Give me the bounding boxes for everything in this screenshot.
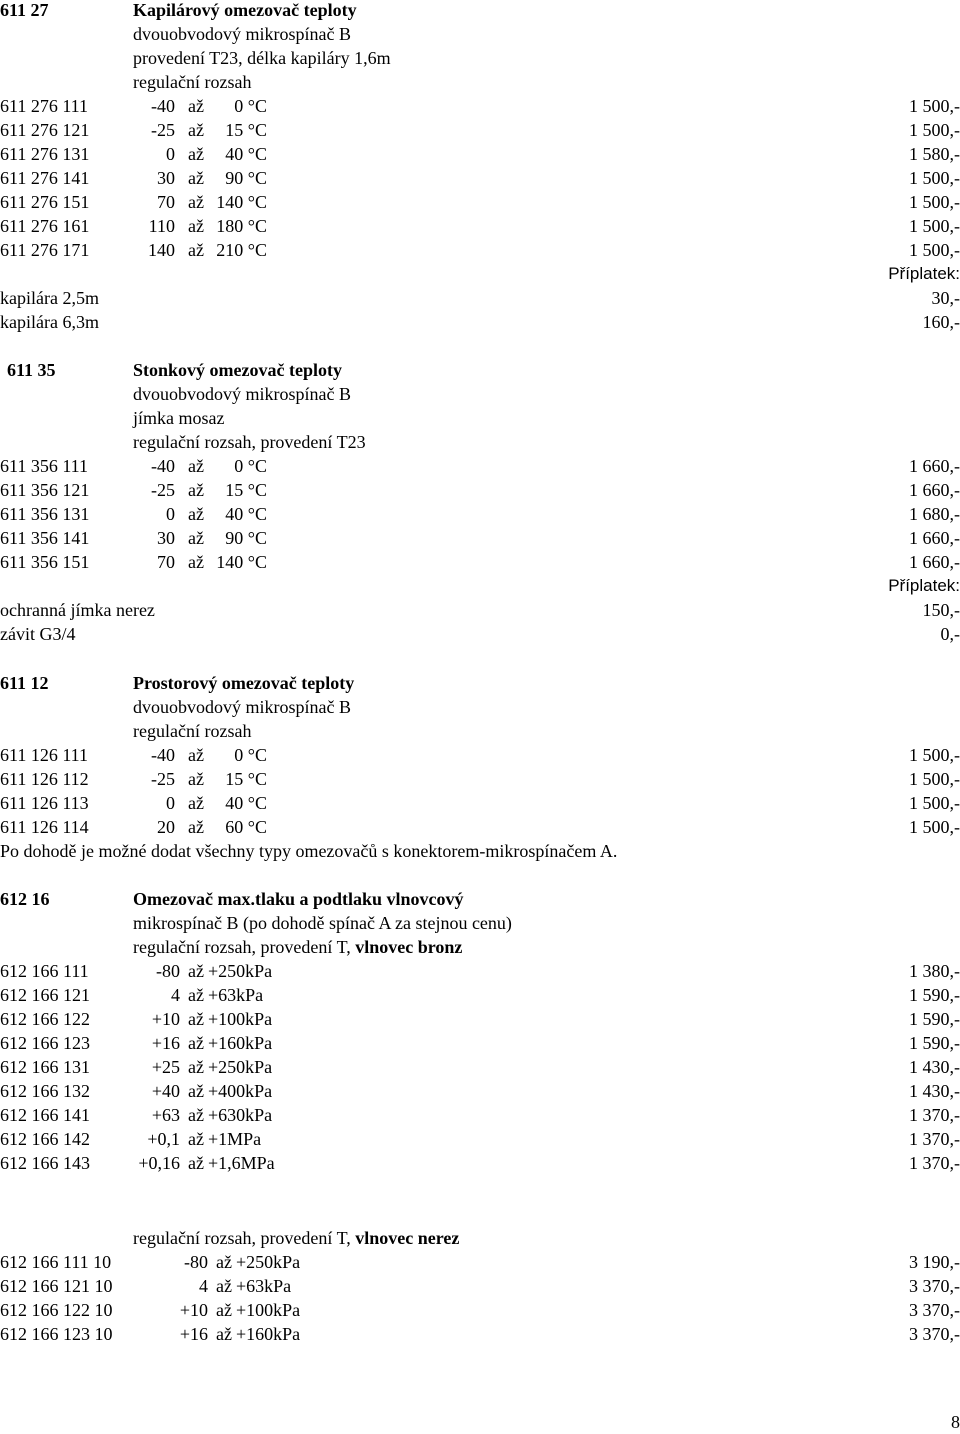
subtitle-text: dvouobvodový mikrospínač B (133, 24, 351, 44)
range-separator: až (188, 769, 204, 789)
product-code: 612 166 132 (0, 1081, 90, 1101)
range-to: +63kPa (236, 1276, 292, 1296)
range-to: 15 °C (225, 769, 267, 789)
product-code: 611 276 111 (0, 96, 88, 116)
section-title: Prostorový omezovač teploty (133, 673, 355, 693)
subtitle-material: vlnovec nerez (355, 1228, 460, 1248)
product-code: 612 166 123 (0, 1033, 90, 1053)
table-row (0, 1274, 960, 1298)
table-row (0, 478, 960, 502)
table-row (0, 166, 960, 190)
range-from: -40 (151, 96, 175, 116)
range-separator: až (188, 793, 204, 813)
range-to: +160kPa (208, 1033, 273, 1053)
section-subtitle (0, 935, 960, 959)
table-row (0, 142, 960, 166)
product-code: 611 276 161 (0, 216, 90, 236)
price: 1 500,- (909, 793, 960, 813)
table-row (0, 1250, 960, 1274)
surcharge-heading (0, 262, 960, 286)
table-row (0, 1322, 960, 1346)
product-code: 612 166 123 10 (0, 1324, 113, 1344)
range-from: -40 (151, 456, 175, 476)
product-code: 612 166 121 10 (0, 1276, 113, 1296)
range-separator: až (188, 96, 204, 116)
product-code: 611 276 171 (0, 240, 90, 260)
range-to: 140 °C (216, 552, 267, 572)
subtitle-text: regulační rozsah (133, 721, 252, 741)
range-from: +0,1 (147, 1129, 180, 1149)
range-from: +25 (151, 1057, 180, 1077)
price: 3 370,- (909, 1276, 960, 1296)
product-code: 611 356 141 (0, 528, 90, 548)
price: 3 190,- (909, 1252, 960, 1272)
range-from: 140 (148, 240, 175, 260)
range-to: 40 °C (225, 144, 267, 164)
price: 1 500,- (909, 240, 960, 260)
table-row (0, 1007, 960, 1031)
product-code: 612 166 121 (0, 985, 90, 1005)
range-separator: až (188, 552, 204, 572)
surcharge-row (0, 598, 960, 622)
note-text: Po dohodě je možné dodat všechny typy omezovačů s konektorem-mikrospínačem A. (0, 841, 618, 861)
table-row (0, 1055, 960, 1079)
price: 1 430,- (909, 1081, 960, 1101)
section-subtitle (0, 695, 960, 719)
range-separator: až (188, 216, 204, 236)
price: 1 370,- (909, 1153, 960, 1173)
table-row (0, 1151, 960, 1175)
range-separator: až (188, 817, 204, 837)
surcharge-item-label: závit G3/4 (0, 624, 76, 644)
product-code: 611 356 121 (0, 480, 90, 500)
range-separator: až (188, 192, 204, 212)
price: 1 500,- (909, 216, 960, 236)
range-separator: až (188, 1153, 204, 1173)
range-separator: až (188, 745, 204, 765)
range-to: 90 °C (225, 168, 267, 188)
price: 1 500,- (909, 120, 960, 140)
range-separator: až (188, 961, 204, 981)
product-code: 611 356 131 (0, 504, 90, 524)
range-to: +160kPa (236, 1324, 301, 1344)
range-from: 4 (199, 1276, 208, 1296)
section-subtitle (0, 70, 960, 94)
range-separator: až (188, 120, 204, 140)
section-header (0, 358, 960, 382)
surcharge-item-price: 30,- (931, 288, 960, 308)
table-row (0, 767, 960, 791)
range-to: +630kPa (208, 1105, 273, 1125)
range-separator: až (188, 504, 204, 524)
range-from: +10 (179, 1300, 208, 1320)
product-code: 612 166 131 (0, 1057, 90, 1077)
range-separator: až (188, 168, 204, 188)
table-row (0, 1079, 960, 1103)
surcharge-item-price: 0,- (940, 624, 960, 644)
range-from: +16 (179, 1324, 208, 1344)
subtitle-text: jímka mosaz (133, 408, 225, 428)
range-to: 0 °C (234, 96, 267, 116)
range-to: 40 °C (225, 793, 267, 813)
subtitle-prefix: regulační rozsah, provedení T, (133, 1228, 356, 1248)
price: 1 590,- (909, 1033, 960, 1053)
range-from: 0 (166, 504, 175, 524)
range-from: +0,16 (138, 1153, 180, 1173)
product-code: 611 126 113 (0, 793, 89, 813)
range-from: -25 (151, 120, 175, 140)
price: 1 590,- (909, 985, 960, 1005)
range-from: +16 (151, 1033, 180, 1053)
price: 1 500,- (909, 817, 960, 837)
product-code: 611 276 121 (0, 120, 90, 140)
range-separator: až (188, 1009, 204, 1029)
section-code: 611 27 (0, 0, 49, 20)
price: 1 590,- (909, 1009, 960, 1029)
table-row (0, 791, 960, 815)
subtitle-text: dvouobvodový mikrospínač B (133, 384, 351, 404)
section-subtitle (0, 46, 960, 70)
surcharge-label: Příplatek: (888, 576, 960, 595)
section-code: 612 16 (0, 889, 50, 909)
range-to: 0 °C (234, 745, 267, 765)
table-row (0, 94, 960, 118)
range-separator: až (216, 1300, 232, 1320)
surcharge-label: Příplatek: (888, 264, 960, 283)
section-subtitle (0, 911, 960, 935)
surcharge-item-label: kapilára 6,3m (0, 312, 99, 332)
range-separator: až (188, 528, 204, 548)
surcharge-row (0, 286, 960, 310)
surcharge-heading (0, 574, 960, 598)
range-separator: až (188, 1105, 204, 1125)
range-to: +63kPa (208, 985, 264, 1005)
surcharge-item-label: ochranná jímka nerez (0, 600, 155, 620)
price: 1 680,- (909, 504, 960, 524)
range-separator: až (188, 480, 204, 500)
product-code: 611 126 114 (0, 817, 89, 837)
range-to: 15 °C (225, 120, 267, 140)
range-from: 70 (157, 552, 175, 572)
price: 1 430,- (909, 1057, 960, 1077)
range-separator: až (188, 1057, 204, 1077)
subtitle-text: mikrospínač B (po dohodě spínač A za stejnou cenu) (133, 913, 512, 933)
range-to: +1MPa (208, 1129, 262, 1149)
range-from: -80 (156, 961, 180, 981)
range-to: 15 °C (225, 480, 267, 500)
range-to: +1,6MPa (208, 1153, 275, 1173)
range-to: +100kPa (208, 1009, 273, 1029)
table-row (0, 743, 960, 767)
range-to: +250kPa (236, 1252, 301, 1272)
price: 1 500,- (909, 769, 960, 789)
section-code: 611 35 (7, 360, 56, 380)
table-row (0, 959, 960, 983)
product-code: 612 166 111 (0, 961, 89, 981)
range-to: +250kPa (208, 1057, 273, 1077)
table-row (0, 502, 960, 526)
section-subtitle (0, 406, 960, 430)
range-separator: až (188, 240, 204, 260)
range-to: +100kPa (236, 1300, 301, 1320)
table-row (0, 238, 960, 262)
section-header (0, 887, 960, 911)
product-code: 611 276 151 (0, 192, 90, 212)
price: 1 660,- (909, 480, 960, 500)
range-separator: až (188, 456, 204, 476)
subtitle-text: regulační rozsah (133, 72, 252, 92)
section-title: Stonkový omezovač teploty (133, 360, 342, 380)
range-to: 0 °C (234, 456, 267, 476)
price: 1 660,- (909, 456, 960, 476)
section-subtitle (0, 382, 960, 406)
range-separator: až (216, 1252, 232, 1272)
range-to: 180 °C (216, 216, 267, 236)
subtitle-text: dvouobvodový mikrospínač B (133, 697, 351, 717)
price: 1 370,- (909, 1129, 960, 1149)
range-to: 60 °C (225, 817, 267, 837)
page-number: 8 (951, 1412, 960, 1432)
range-from: 0 (166, 793, 175, 813)
product-code: 611 356 151 (0, 552, 90, 572)
price: 1 500,- (909, 745, 960, 765)
price: 3 370,- (909, 1300, 960, 1320)
range-from: -25 (151, 769, 175, 789)
table-row (0, 214, 960, 238)
range-from: 30 (157, 528, 175, 548)
range-to: +250kPa (208, 961, 273, 981)
section-header (0, 0, 960, 22)
product-code: 611 276 131 (0, 144, 90, 164)
subtitle-text: regulační rozsah, provedení T23 (133, 432, 366, 452)
surcharge-item-price: 150,- (922, 600, 960, 620)
range-separator: až (216, 1324, 232, 1344)
range-from: +63 (151, 1105, 180, 1125)
product-code: 612 166 122 10 (0, 1300, 113, 1320)
range-to: 90 °C (225, 528, 267, 548)
table-row (0, 190, 960, 214)
price: 1 500,- (909, 168, 960, 188)
range-from: +40 (151, 1081, 180, 1101)
range-from: 110 (148, 216, 175, 236)
section-header (0, 671, 960, 695)
subtitle-text (133, 1226, 459, 1250)
product-code: 612 166 111 10 (0, 1252, 112, 1272)
range-from: 0 (166, 144, 175, 164)
section-code: 611 12 (0, 673, 49, 693)
table-row (0, 550, 960, 574)
price: 1 580,- (909, 144, 960, 164)
section-title: Omezovač max.tlaku a podtlaku vlnovcový (133, 889, 464, 909)
price: 3 370,- (909, 1324, 960, 1344)
product-code: 611 356 111 (0, 456, 88, 476)
surcharge-row (0, 622, 960, 646)
range-from: -80 (184, 1252, 208, 1272)
range-separator: až (188, 1033, 204, 1053)
range-from: 4 (171, 985, 180, 1005)
product-code: 611 276 141 (0, 168, 90, 188)
product-code: 611 126 111 (0, 745, 88, 765)
table-row (0, 1298, 960, 1322)
range-to: 210 °C (216, 240, 267, 260)
price: 1 660,- (909, 528, 960, 548)
surcharge-item-label: kapilára 2,5m (0, 288, 99, 308)
table-row (0, 815, 960, 839)
subtitle-text: provedení T23, délka kapiláry 1,6m (133, 48, 391, 68)
table-row (0, 454, 960, 478)
range-from: 70 (157, 192, 175, 212)
table-row (0, 983, 960, 1007)
range-to: +400kPa (208, 1081, 273, 1101)
range-from: -40 (151, 745, 175, 765)
table-row (0, 526, 960, 550)
range-separator: až (188, 1129, 204, 1149)
subtitle-text (133, 935, 462, 959)
surcharge-item-price: 160,- (922, 312, 960, 332)
table-row (0, 1103, 960, 1127)
range-from: 20 (157, 817, 175, 837)
price: 1 370,- (909, 1105, 960, 1125)
range-to: 40 °C (225, 504, 267, 524)
subtitle-prefix: regulační rozsah, provedení T, (133, 937, 356, 957)
range-from: 30 (157, 168, 175, 188)
range-from: +10 (151, 1009, 180, 1029)
subtitle-material: vlnovec bronz (355, 937, 463, 957)
surcharge-row (0, 310, 960, 334)
section-subtitle (0, 1226, 960, 1250)
section-title: Kapilárový omezovač teploty (133, 0, 357, 20)
product-code: 612 166 141 (0, 1105, 90, 1125)
note-line (0, 839, 960, 863)
product-code: 612 166 143 (0, 1153, 90, 1173)
price: 1 380,- (909, 961, 960, 981)
section-subtitle (0, 22, 960, 46)
product-code: 612 166 142 (0, 1129, 90, 1149)
section-subtitle (0, 430, 960, 454)
product-code: 611 126 112 (0, 769, 89, 789)
range-to: 140 °C (216, 192, 267, 212)
range-separator: až (188, 144, 204, 164)
price: 1 500,- (909, 96, 960, 116)
range-separator: až (188, 1081, 204, 1101)
price: 1 500,- (909, 192, 960, 212)
range-from: -25 (151, 480, 175, 500)
range-separator: až (216, 1276, 232, 1296)
table-row (0, 1031, 960, 1055)
section-subtitle (0, 719, 960, 743)
table-row (0, 118, 960, 142)
table-row (0, 1127, 960, 1151)
price: 1 660,- (909, 552, 960, 572)
product-code: 612 166 122 (0, 1009, 90, 1029)
range-separator: až (188, 985, 204, 1005)
